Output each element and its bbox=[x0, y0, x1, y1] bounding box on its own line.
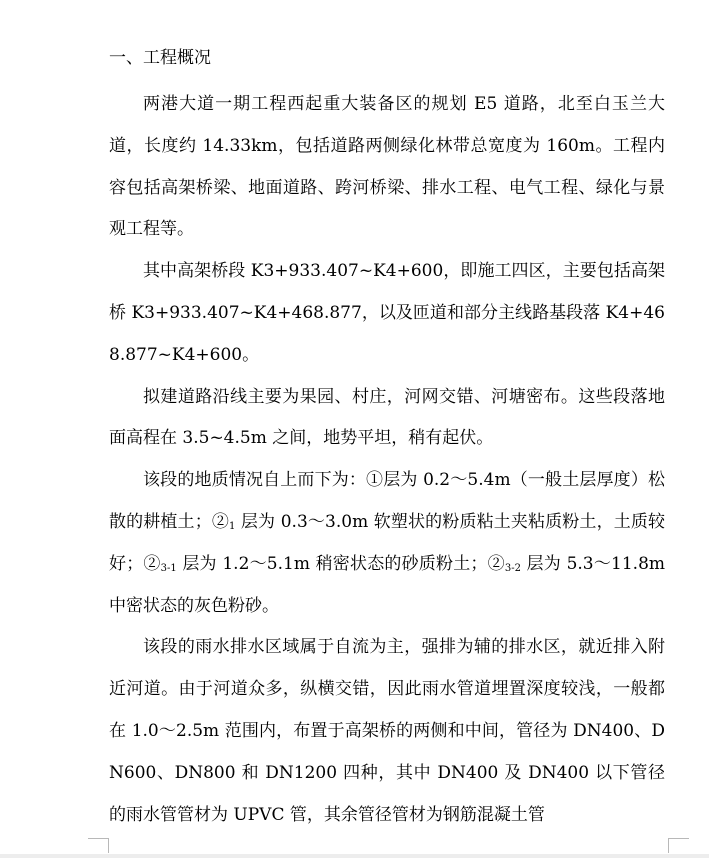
geology-text-4: 层为 5.3～11.8m 中密状态的灰色粉砂。 bbox=[109, 553, 666, 616]
geology-text-2: 层为 0.3～3.0m 软塑状的粉质粘土夹粘质粉土，土质较好；② bbox=[109, 511, 665, 574]
paragraph-terrain: 拟建道路沿线主要为果园、村庄，河网交错、河塘密布。这些段落地面高程在 3.5~4.5m 之间，地势平坦，稍有起伏。 bbox=[109, 386, 665, 449]
geology-subscript-1: 1 bbox=[228, 520, 236, 532]
paragraph-viaduct-section: 其中高架桥段 K3+933.407~K4+600，即施工四区，主要包括高架桥 K3+933.407~K4+468.877，以及匝道和部分主线路基段落 K4+468.877~K4+600。 bbox=[109, 261, 665, 365]
geology-text-1: 该段的地质情况自上而下为：①层为 0.2～5.4m（一般土层厚度）松散的耕植土；② bbox=[109, 470, 665, 532]
paragraph-geology bbox=[109, 460, 665, 627]
geology-subscript-3: 3-2 bbox=[504, 562, 521, 574]
document-body bbox=[109, 84, 665, 836]
page-corner-mark-left bbox=[88, 838, 109, 853]
page-bottom-edge bbox=[0, 854, 709, 858]
geology-text-3: 层为 1.2～5.1m 稍密状态的砂质粉土；② bbox=[176, 553, 505, 574]
page-corner-mark-right bbox=[668, 838, 689, 853]
paragraph-drainage: 该段的雨水排水区域属于自流为主，强排为辅的排水区，就近排入附近河道。由于河道众多，纵横交错，因此雨水管道埋置深度较浅，一般都在 1.0～2.5m 范围内，布置于高架桥的两侧和中间，管径为 DN400、DN600、DN800 和 DN1200 四种，其中 DN400 及 DN400 以下管径的雨水管管材为 UPVC 管，其余管径管材为钢筋混凝土管 bbox=[109, 637, 665, 825]
paragraph-project-overview: 两港大道一期工程西起重大装备区的规划 E5 道路，北至白玉兰大道，长度约 14.33km，包括道路两侧绿化林带总宽度为 160m。工程内容包括高架桥梁、地面道路、跨河桥梁、排水工程、电气工程、绿化与景观工程等。 bbox=[109, 94, 665, 240]
geology-subscript-2: 3-1 bbox=[160, 562, 177, 574]
section-heading: 一、工程概况 bbox=[109, 48, 211, 68]
